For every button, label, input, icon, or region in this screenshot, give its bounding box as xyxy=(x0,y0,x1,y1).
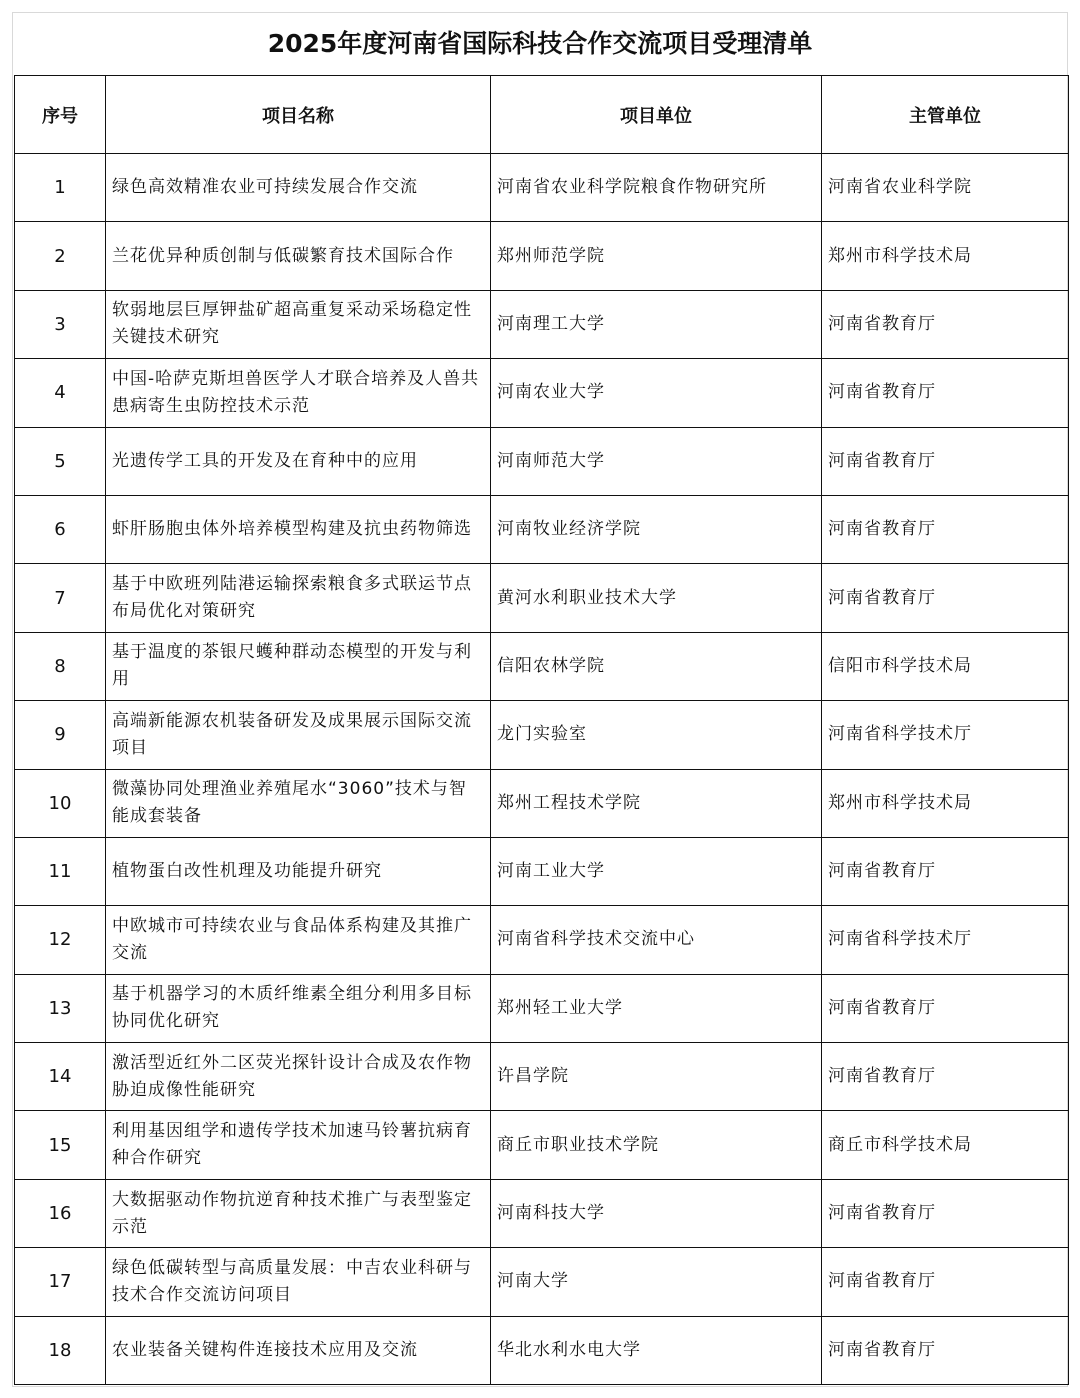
row-project-unit: 河南牧业经济学院 xyxy=(491,495,822,563)
table-row xyxy=(15,1316,1069,1384)
row-supervising-dept: 河南省教育厅 xyxy=(822,1043,1069,1111)
row-index: 3 xyxy=(15,290,106,358)
row-supervising-dept: 信阳市科学技术局 xyxy=(822,632,1069,700)
row-project-name: 高端新能源农机装备研发及成果展示国际交流项目 xyxy=(106,701,491,769)
table-row xyxy=(15,701,1069,769)
row-supervising-dept: 河南省科学技术厅 xyxy=(822,701,1069,769)
header-project-unit: 项目单位 xyxy=(491,76,822,154)
table-row xyxy=(15,769,1069,837)
row-project-name: 植物蛋白改性机理及功能提升研究 xyxy=(106,837,491,905)
row-project-name: 激活型近红外二区荧光探针设计合成及农作物胁迫成像性能研究 xyxy=(106,1043,491,1111)
table-row xyxy=(15,222,1069,290)
row-index: 8 xyxy=(15,632,106,700)
table-row xyxy=(15,1179,1069,1247)
row-project-name: 虾肝肠胞虫体外培养模型构建及抗虫药物筛选 xyxy=(106,495,491,563)
row-index: 12 xyxy=(15,906,106,974)
row-supervising-dept: 河南省教育厅 xyxy=(822,837,1069,905)
table-row xyxy=(15,359,1069,427)
row-project-name: 农业装备关键构件连接技术应用及交流 xyxy=(106,1316,491,1384)
row-project-unit: 河南农业大学 xyxy=(491,359,822,427)
row-project-name: 微藻协同处理渔业养殖尾水“3060”技术与智能成套装备 xyxy=(106,769,491,837)
row-supervising-dept: 河南省教育厅 xyxy=(822,1179,1069,1247)
row-supervising-dept: 郑州市科学技术局 xyxy=(822,769,1069,837)
row-index: 17 xyxy=(15,1248,106,1316)
header-supervising-dept: 主管单位 xyxy=(822,76,1069,154)
row-project-unit: 河南工业大学 xyxy=(491,837,822,905)
header-project-name: 项目名称 xyxy=(106,76,491,154)
table-row xyxy=(15,837,1069,905)
table-row xyxy=(15,427,1069,495)
row-supervising-dept: 河南省农业科学院 xyxy=(822,154,1069,222)
document-sheet xyxy=(12,12,1068,1387)
row-index: 6 xyxy=(15,495,106,563)
row-project-unit: 河南科技大学 xyxy=(491,1179,822,1247)
document-title: 2025年度河南省国际科技合作交流项目受理清单 xyxy=(267,29,813,58)
row-project-unit: 河南省农业科学院粮食作物研究所 xyxy=(491,154,822,222)
row-project-name: 利用基因组学和遗传学技术加速马铃薯抗病育种合作研究 xyxy=(106,1111,491,1179)
row-project-unit: 信阳农林学院 xyxy=(491,632,822,700)
row-supervising-dept: 河南省教育厅 xyxy=(822,359,1069,427)
row-project-name: 光遗传学工具的开发及在育种中的应用 xyxy=(106,427,491,495)
row-supervising-dept: 河南省教育厅 xyxy=(822,495,1069,563)
row-supervising-dept: 河南省教育厅 xyxy=(822,1248,1069,1316)
row-supervising-dept: 河南省教育厅 xyxy=(822,564,1069,632)
row-project-unit: 河南师范大学 xyxy=(491,427,822,495)
row-supervising-dept: 郑州市科学技术局 xyxy=(822,222,1069,290)
row-project-unit: 河南省科学技术交流中心 xyxy=(491,906,822,974)
row-project-name: 软弱地层巨厚钾盐矿超高重复采动采场稳定性关键技术研究 xyxy=(106,290,491,358)
row-project-unit: 河南大学 xyxy=(491,1248,822,1316)
row-project-name: 绿色高效精准农业可持续发展合作交流 xyxy=(106,154,491,222)
project-table xyxy=(14,75,1069,1385)
table-row xyxy=(15,495,1069,563)
row-project-name: 中国-哈萨克斯坦兽医学人才联合培养及人兽共患病寄生虫防控技术示范 xyxy=(106,359,491,427)
row-project-unit: 郑州轻工业大学 xyxy=(491,974,822,1042)
row-index: 1 xyxy=(15,154,106,222)
row-supervising-dept: 河南省教育厅 xyxy=(822,290,1069,358)
table-row xyxy=(15,1248,1069,1316)
row-supervising-dept: 河南省教育厅 xyxy=(822,974,1069,1042)
row-index: 9 xyxy=(15,701,106,769)
row-index: 5 xyxy=(15,427,106,495)
row-index: 10 xyxy=(15,769,106,837)
table-row xyxy=(15,906,1069,974)
table-row xyxy=(15,632,1069,700)
table-row xyxy=(15,154,1069,222)
row-project-unit: 商丘市职业技术学院 xyxy=(491,1111,822,1179)
row-index: 11 xyxy=(15,837,106,905)
row-project-unit: 许昌学院 xyxy=(491,1043,822,1111)
row-index: 15 xyxy=(15,1111,106,1179)
table-row xyxy=(15,564,1069,632)
row-index: 16 xyxy=(15,1179,106,1247)
row-project-unit: 黄河水利职业技术大学 xyxy=(491,564,822,632)
row-project-name: 绿色低碳转型与高质量发展：中吉农业科研与技术合作交流访问项目 xyxy=(106,1248,491,1316)
row-index: 7 xyxy=(15,564,106,632)
row-project-unit: 郑州师范学院 xyxy=(491,222,822,290)
row-project-name: 基于温度的茶银尺蠖种群动态模型的开发与利用 xyxy=(106,632,491,700)
header-index: 序号 xyxy=(15,76,106,154)
row-index: 18 xyxy=(15,1316,106,1384)
table-row xyxy=(15,1043,1069,1111)
row-supervising-dept: 河南省教育厅 xyxy=(822,1316,1069,1384)
row-supervising-dept: 商丘市科学技术局 xyxy=(822,1111,1069,1179)
table-row xyxy=(15,290,1069,358)
row-project-unit: 河南理工大学 xyxy=(491,290,822,358)
row-project-unit: 华北水利水电大学 xyxy=(491,1316,822,1384)
row-index: 2 xyxy=(15,222,106,290)
table-header-row xyxy=(15,76,1069,154)
row-index: 4 xyxy=(15,359,106,427)
row-project-name: 兰花优异种质创制与低碳繁育技术国际合作 xyxy=(106,222,491,290)
row-index: 13 xyxy=(15,974,106,1042)
row-project-name: 基于机器学习的木质纤维素全组分利用多目标协同优化研究 xyxy=(106,974,491,1042)
table-row xyxy=(15,974,1069,1042)
row-index: 14 xyxy=(15,1043,106,1111)
row-supervising-dept: 河南省教育厅 xyxy=(822,427,1069,495)
row-project-name: 大数据驱动作物抗逆育种技术推广与表型鉴定示范 xyxy=(106,1179,491,1247)
row-supervising-dept: 河南省科学技术厅 xyxy=(822,906,1069,974)
row-project-name: 基于中欧班列陆港运输探索粮食多式联运节点布局优化对策研究 xyxy=(106,564,491,632)
row-project-name: 中欧城市可持续农业与食品体系构建及其推广交流 xyxy=(106,906,491,974)
row-project-unit: 龙门实验室 xyxy=(491,701,822,769)
row-project-unit: 郑州工程技术学院 xyxy=(491,769,822,837)
table-row xyxy=(15,1111,1069,1179)
